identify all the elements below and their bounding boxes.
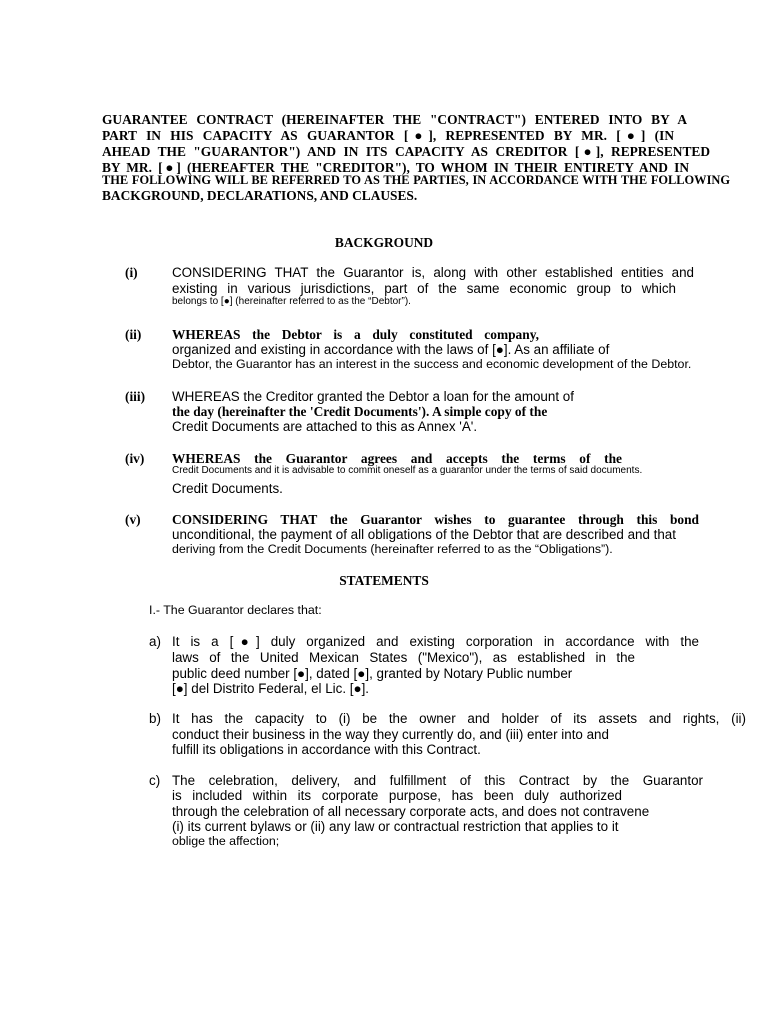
statements-heading: STATEMENTS — [339, 573, 429, 588]
title-line-5: THE FOLLOWING WILL BE REFERRED TO AS THE PARTIES, IN ACCORDANCE WITH THE FOLLOWING — [102, 173, 730, 187]
statement-item-line: The celebration, delivery, and fulfillment of this Contract by the Guarantor — [172, 773, 703, 788]
statement-item-line: through the celebration of all necessary corporate acts, and does not contravene — [172, 804, 650, 819]
statement-item-line: is included within its corporate purpose, has been duly authorized — [172, 788, 622, 803]
statement-item-line: conduct their business in the way they currently do, and (iii) enter into and — [172, 727, 609, 742]
background-item-line: organized and existing in accordance with the laws of [●]. As an affiliate of — [172, 342, 610, 357]
background-item-line: WHEREAS the Debtor is a duly constituted company, — [172, 327, 539, 342]
background-item-line: CONSIDERING THAT the Guarantor is, along with other established entities and — [172, 265, 694, 280]
background-item-line: unconditional, the payment of all obligations of the Debtor that are described and that — [172, 527, 676, 542]
statements-intro: I.- The Guarantor declares that: — [149, 603, 322, 617]
title-line-4: BY MR. [●] (HEREAFTER THE "CREDITOR"), TO WHOM IN THEIR ENTIRETY AND IN — [102, 160, 689, 175]
title-line-2: PART IN HIS CAPACITY AS GUARANTOR [●], REPRESENTED BY MR. [●] (IN — [102, 128, 674, 143]
statement-item-line: laws of the United Mexican States ("Mexico"), as established in the — [172, 650, 635, 665]
background-item-line: existing in various jurisdictions, part of the same economic group to which — [172, 281, 676, 296]
statement-item-label: a) — [149, 634, 161, 649]
title-line-1: GUARANTEE CONTRACT (HEREINAFTER THE "CONTRACT") ENTERED INTO BY A — [102, 112, 687, 127]
statement-item-line: It is a [●] duly organized and existing corporation in accordance with the — [172, 634, 699, 649]
background-heading: BACKGROUND — [334, 235, 434, 250]
background-item-line: Debtor, the Guarantor has an interest in the success and economic development of the Debtor. — [172, 357, 692, 371]
statement-item-line: It has the capacity to (i) be the owner and holder of its assets and rights, (ii) — [172, 711, 746, 726]
background-item-line: belongs to [●] (hereinafter referred to as the “Debtor”). — [172, 296, 411, 307]
title-line-3: AHEAD THE "GUARANTOR") AND IN ITS CAPACITY AS CREDITOR [●], REPRESENTED — [102, 144, 710, 159]
background-item-line: WHEREAS the Guarantor agrees and accepts the terms of the — [172, 451, 622, 466]
statement-item-line: oblige the affection; — [172, 834, 280, 848]
background-item-line: WHEREAS the Creditor granted the Debtor a loan for the amount of — [172, 389, 574, 404]
background-item-line: deriving from the Credit Documents (hereinafter referred to as the “Obligations”). — [172, 542, 613, 556]
title-line-6: BACKGROUND, DECLARATIONS, AND CLAUSES. — [102, 188, 418, 203]
statement-item-line: fulfill its obligations in accordance with this Contract. — [172, 742, 481, 757]
background-item-line: Credit Documents are attached to this as Annex 'A'. — [172, 419, 478, 434]
background-item-line: Credit Documents and it is advisable to commit oneself as a guarantor under the terms of said documents. — [172, 465, 643, 476]
background-item-label: (i) — [125, 265, 138, 280]
background-item-line: CONSIDERING THAT the Guarantor wishes to guarantee through this bond — [172, 512, 699, 527]
background-item-label: (v) — [125, 512, 141, 527]
background-item-line: Credit Documents. — [172, 481, 283, 496]
background-item-label: (iv) — [125, 451, 145, 466]
statement-item-label: b) — [149, 711, 161, 726]
statement-item-line: [●] del Distrito Federal, el Lic. [●]. — [172, 681, 370, 696]
background-item-label: (iii) — [125, 389, 146, 404]
statement-item-line: public deed number [●], dated [●], granted by Notary Public number — [172, 666, 573, 681]
statement-item-line: (i) its current bylaws or (ii) any law or contractual restriction that applies to it — [172, 819, 619, 834]
statement-item-label: c) — [149, 773, 161, 788]
background-item-line: the day (hereinafter the 'Credit Documents'). A simple copy of the — [172, 404, 548, 419]
background-item-label: (ii) — [125, 327, 142, 342]
